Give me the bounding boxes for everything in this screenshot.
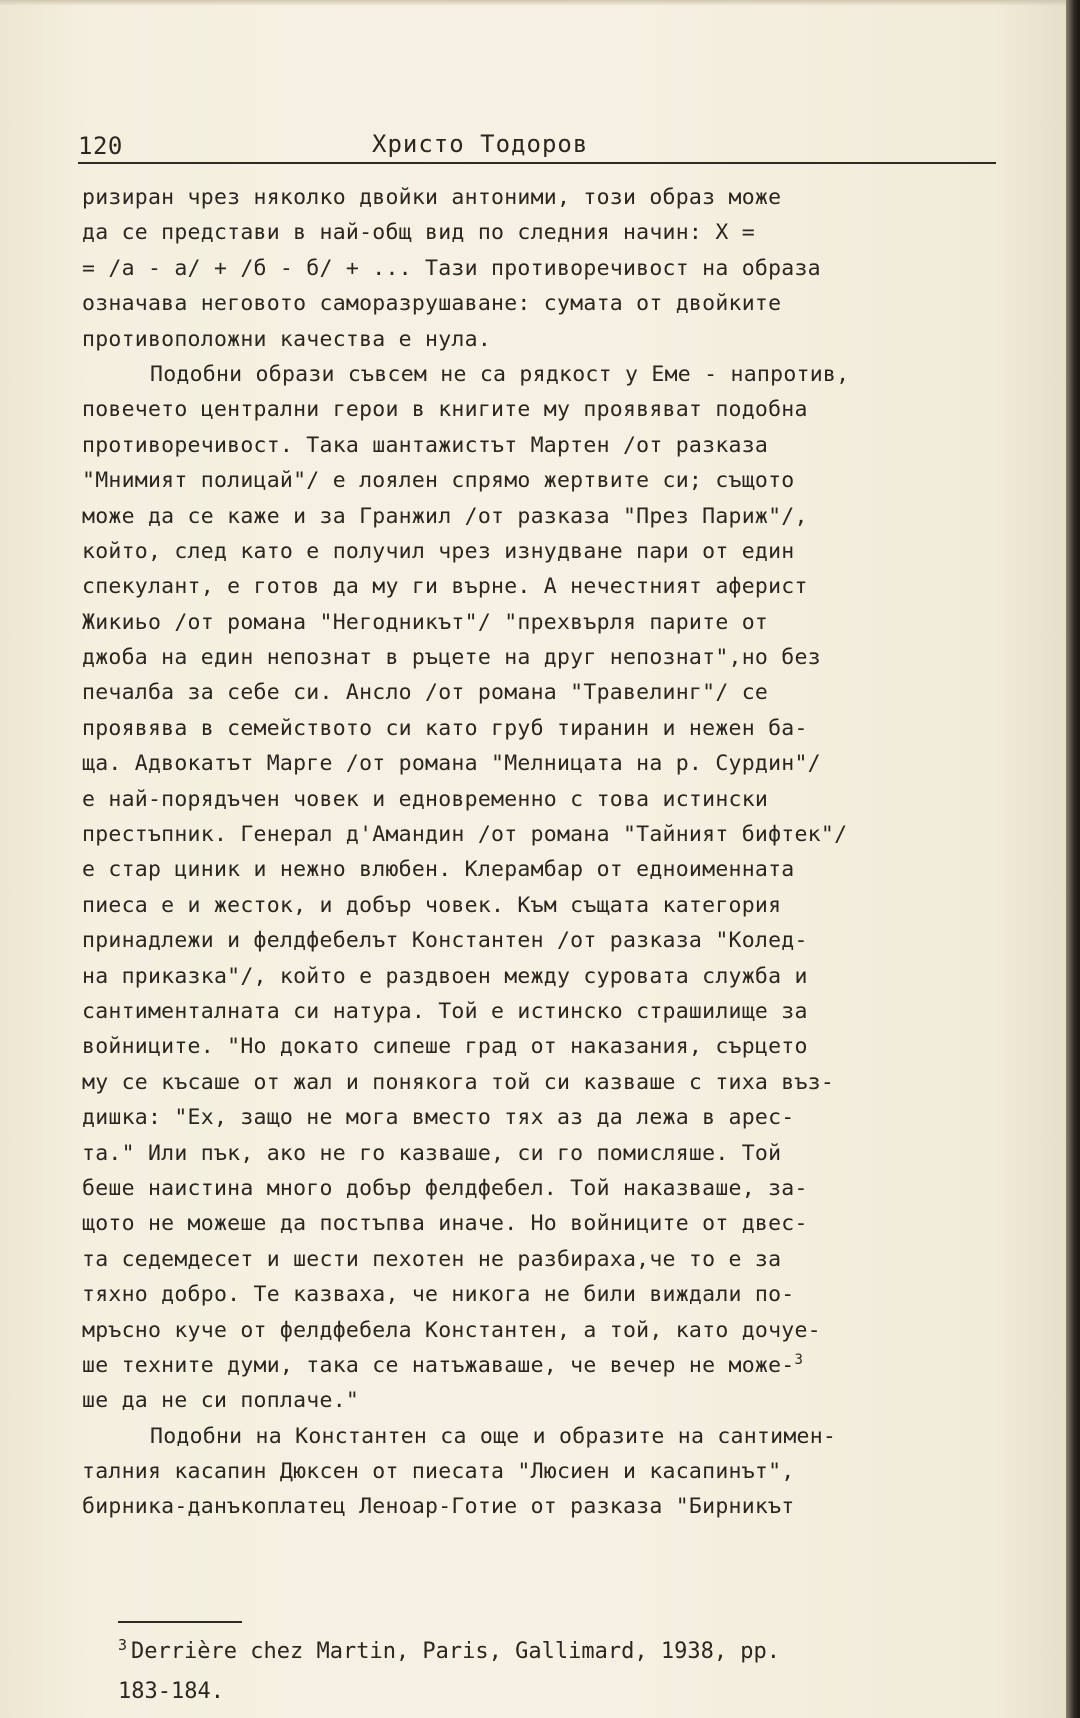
running-title: Христо Тодоров [372, 130, 589, 158]
text-line: е най-порядъчен човек и едновременно с това истински [82, 786, 769, 812]
text-line: ща. Адвокатът Марге /от романа "Мелницата на р. Сурдин"/ [82, 751, 821, 777]
text-line: сантименталната си натура. Той е истинско страшилище за [82, 998, 808, 1024]
text-line: спекулант, е готов да му ги върне. А нечестният аферист [82, 574, 808, 600]
page-number: 120 [78, 132, 123, 160]
text-line: мръсно куче от фелдфебела Константен, а той, като дочуе- [82, 1317, 821, 1343]
text-line: та седемдесет и шести пехотен не разбираха,че то е за [82, 1246, 782, 1272]
text-line: означава неговото саморазрушаване: сумата от двойките [82, 291, 782, 317]
text-line: беше наистина много добър фелдфебел. Той наказваше, за- [82, 1175, 808, 1201]
text-line: "Мнимият полицай"/ е лоялен спрямо жертвите си; същото [82, 468, 795, 494]
text-line: тяхно добро. Те казваха, че никога не били виждали по- [82, 1282, 795, 1308]
footnote-divider [118, 1621, 242, 1623]
text-line: Жикиьо /от романа "Негодникът"/ "прехвърля парите от [82, 609, 769, 635]
text-line: е стар циник и нежно влюбен. Клерамбар от едноименната [82, 857, 795, 883]
footnote-number: 3 [118, 1635, 128, 1654]
text-line: който, след като е получил чрез изнудване пари от един [82, 538, 795, 564]
text-line: противоположни качества е нула. [82, 326, 492, 352]
text-line: проявява в семейството си като груб тиранин и нежен ба- [82, 715, 808, 741]
text-line: = /а - а/ + /б - б/ + ... Тази противоречивост на образа [82, 255, 821, 281]
text-line: противоречивост. Така шантажистът Мартен /от разказа [82, 432, 769, 458]
text-line: та." Или пък, ако не го казваше, си го помисляше. Той [82, 1140, 782, 1166]
paragraph-start-line: Подобни образи съвсем не са рядкост у Еме - напротив, [150, 361, 850, 387]
footnote-reference: 3 [794, 1351, 804, 1368]
text-line: дишка: "Ех, защо не мога вместо тях аз да лежа в арес- [82, 1105, 795, 1131]
footnote [118, 1632, 1018, 1712]
text-line: печалба за себе си. Ансло /от романа "Травелинг"/ се [82, 680, 769, 706]
body-text [82, 180, 1034, 1525]
text-line-content: ше техните думи, така се натъжаваше, че вечер не може- [82, 1352, 795, 1378]
text-line: ризиран чрез няколко двойки антоними, този образ може [82, 185, 782, 210]
footnote-citation: Derrière chez Martin, Paris, Gallimard, 1938, pp. [131, 1639, 781, 1664]
footnote-pages: 183-184. [118, 1679, 224, 1704]
paragraph-start-line: Подобни на Константен са още и образите на сантимен- [150, 1423, 837, 1449]
text-line: принадлежи и фелдфебелът Константен /от разказа "Колед- [82, 928, 808, 954]
text-line: му се късаше от жал и понякога той си казваше с тиха въз- [82, 1069, 835, 1095]
text-line: повечето централни герои в книгите му проявяват подобна [82, 397, 808, 423]
page-header [78, 118, 996, 164]
text-line: може да се каже и за Гранжил /от разказа "През Париж"/, [82, 503, 808, 529]
text-line: ше да не си поплаче." [82, 1388, 360, 1414]
text-line: пиеса е и жесток, и добър човек. Към същата категория [82, 892, 782, 918]
text-line: талния касапин Дюксен от пиесата "Люсиен и касапинът", [82, 1459, 795, 1485]
page-top-edge [0, 0, 1080, 6]
text-line: джоба на един непознат в ръцете на друг непознат",но без [82, 645, 821, 671]
book-spine-shadow [1066, 0, 1080, 1718]
text-line: на приказка"/, който е раздвоен между суровата служба и [82, 963, 808, 989]
text-line [82, 1348, 1034, 1383]
text-line: престъпник. Генерал д'Амандин /от романа "Тайният бифтек"/ [82, 822, 848, 848]
text-line: щото не можеше да постъпва иначе. Но войниците от двес- [82, 1211, 808, 1237]
text-line: бирника-данъкоплатец Леноар-Готие от разказа "Бирникът [82, 1494, 795, 1520]
text-line: войниците. "Но докато сипеше град от наказания, сърцето [82, 1034, 808, 1060]
text-line: да се представи в най-общ вид по следния начин: X = [82, 220, 755, 246]
footnote-line [118, 1632, 1018, 1672]
